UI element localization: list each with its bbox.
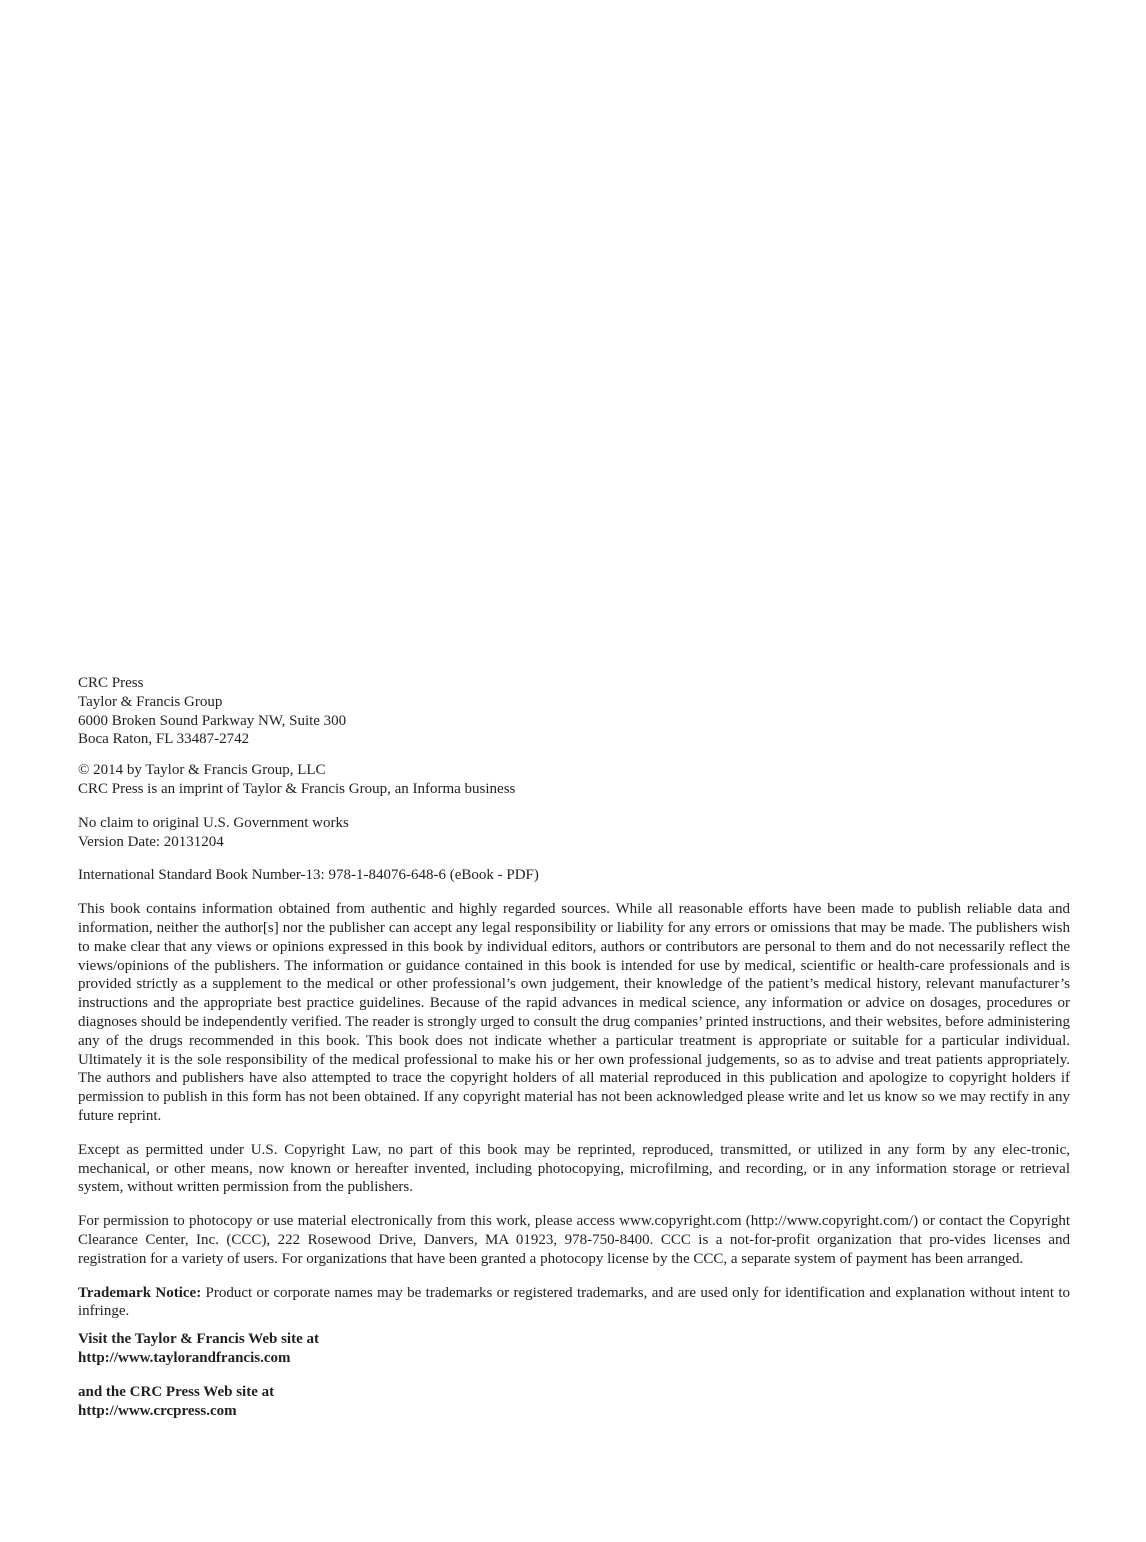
version-info: [78, 814, 1070, 852]
crc-website-label: and the CRC Press Web site at: [78, 1383, 275, 1400]
publisher-street: 6000 Broken Sound Parkway NW, Suite 300: [78, 712, 347, 729]
trademark-notice: [78, 1284, 1070, 1322]
disclaimer-paragraph: This book contains information obtained from authentic and highly regarded sources. While all reasonable efforts have been made to publish reliable data and information, neither the author[s] nor the publisher can accept any legal responsibility or liability for any errors or omissions that may be made. The publishers wish to make clear that any views or opinions expressed in this book by individual editors, authors or contributors are personal to them and do not necessarily reflect the views/opinions of the publishers. The information or guidance contained in this book is intended for use by medical, scientific or health-care professionals and is provided strictly as a supplement to the medical or other professional’s own judgement, their knowledge of the patient’s medical history, relevant manufacturer’s instructions and the appropriate best practice guidelines. Because of the rapid advances in medical science, any information or advice on dosages, procedures or diagnoses should be independently verified. The reader is strongly urged to consult the drug companies’ printed instructions, and their websites, before administering any of the drugs recommended in this book. This book does not indicate whether a particular treatment is appropriate or suitable for a particular individual. Ultimately it is the sole responsibility of the medical professional to make his or her own professional judgements, so as to advise and treat patients appropriately. The authors and publishers have also attempted to trace the copyright holders of all material reproduced in this publication and apologize to copyright holders if permission to publish in this form has not been obtained. If any copyright material has not been acknowledged please write and let us know so we may rectify in any future reprint.: [78, 901, 1070, 1124]
publisher-address: [78, 674, 1070, 749]
publisher-group: Taylor & Francis Group: [78, 693, 223, 710]
tf-website-link[interactable]: http://www.taylorandfrancis.com: [78, 1349, 291, 1366]
permission-paragraph: For permission to photocopy or use material electronically from this work, please access www.copyright.com (http://www.copyright.com/) or contact the Copyright Clearance Center, Inc. (CCC), 222 Rosewood Drive, Danvers, MA 01923, 978-750-8400. CCC is a not-for-profit organization that pro-vides licenses and registration for a variety of users. For organizations that have been granted a photocopy license by the CCC, a separate system of payment has been arranged.: [78, 1213, 1070, 1267]
isbn-line: International Standard Book Number-13: 978-1-84076-648-6 (eBook - PDF): [78, 867, 539, 884]
version-date: Version Date: 20131204: [78, 833, 224, 850]
government-claim: No claim to original U.S. Government works: [78, 814, 349, 831]
copyright-line: © 2014 by Taylor & Francis Group, LLC: [78, 762, 326, 779]
copyright-law-paragraph: Except as permitted under U.S. Copyright Law, no part of this book may be reprinted, reproduced, transmitted, or utilized in any form by any elec-tronic, mechanical, or other means, now known or hereafter invented, including photocopying, microfilming, and recording, or in any information storage or retrieval system, without written permission from the publishers.: [78, 1141, 1070, 1196]
copyright-page: [78, 674, 1070, 1420]
crc-website-block: [78, 1383, 1070, 1421]
tf-website-label: Visit the Taylor & Francis Web site at: [78, 1331, 319, 1348]
copyright-notice: [78, 761, 1070, 799]
trademark-label: Trademark Notice:: [78, 1284, 202, 1301]
publisher-city: Boca Raton, FL 33487-2742: [78, 731, 250, 748]
crc-website-link[interactable]: http://www.crcpress.com: [78, 1402, 237, 1419]
tf-website-block: [78, 1330, 1070, 1368]
imprint-line: CRC Press is an imprint of Taylor & Francis Group, an Informa business: [78, 780, 516, 797]
trademark-text: Product or corporate names may be trademarks or registered trademarks, and are used only for identification and explanation without intent to infringe.: [78, 1284, 1070, 1320]
publisher-name: CRC Press: [78, 675, 144, 691]
